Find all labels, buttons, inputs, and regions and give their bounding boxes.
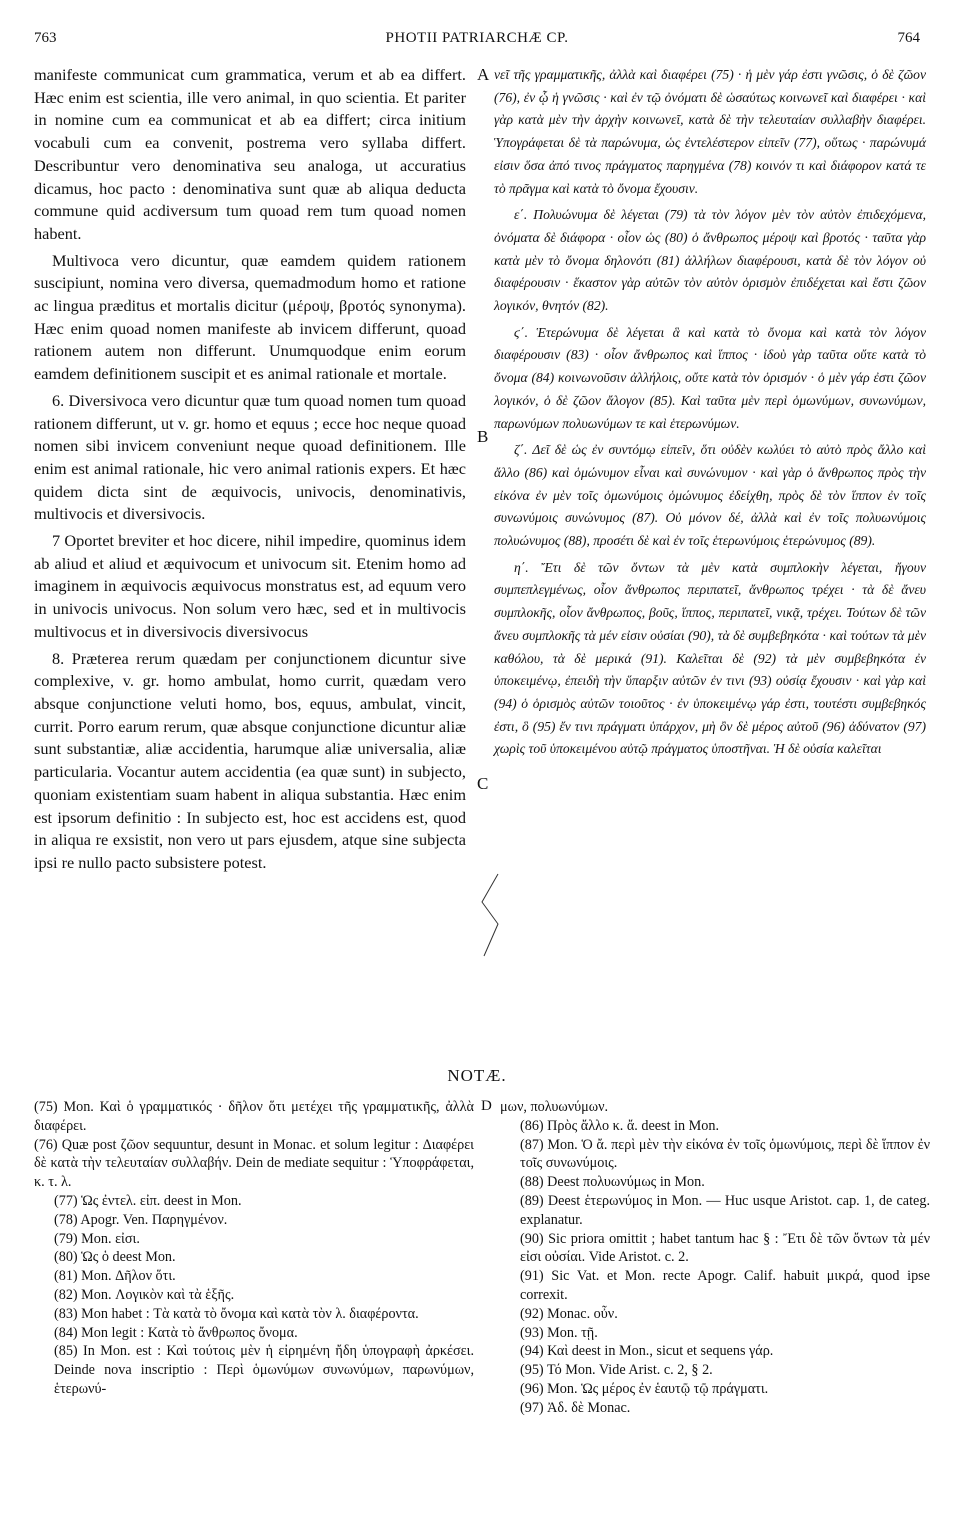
margin-marker-a: A bbox=[477, 65, 490, 84]
footnote: (93) Mon. τῇ. bbox=[520, 1324, 598, 1341]
footnote: (79) Mon. εἰσι. bbox=[54, 1230, 140, 1247]
footnote: μων, πολυωνύμων. bbox=[500, 1099, 609, 1115]
latin-column bbox=[34, 64, 466, 879]
footnote: (97) Ἀδ. δὲ Monac. bbox=[520, 1399, 631, 1416]
greek-paragraph: ε΄. Πολυώνυμα δὲ λέγεται (79) τὰ τὸν λόγον μὲν τὸν αὐτὸν ἐπιδεχόμενα, ὀνόματα δὲ διάφορα · οἷον ὡς (80) ὁ ἄνθρωπος μέροψ καὶ βροτός · ταῦτα γὰρ κατὰ μὲν τὸ ὄνομα δηλονότι (81) ἀλλήλων διαφέρουσι, κατὰ δὲ τὸν λόγον οὐ διαφέρουσιν · ἕκαστον γὰρ αὐτῶν τὸν αὐτὸν ὁρισμὸν ἐπιδέχεται καὶ ἔστι ζῶον λογικόν, θνητόν (82). bbox=[494, 207, 926, 314]
greek-paragraph: νεῖ τῆς γραμματικῆς, ἀλλὰ καὶ διαφέρει (75) · ἡ μὲν γάρ ἐστι γνῶσις, ὁ δὲ ζῶον (76), ἐν ᾧ ἡ γνῶσις · καὶ ἐν τῷ ὀνόματι δὲ ὡσαύτως κοινωνεῖ καὶ διαφέρει · καὶ γὰρ κατὰ μὲν τὴν ἀρχὴν κοινωνεῖ, κατὰ δὲ τὴν τελευταίαν συλλαβὴν διαφέρει. Ὑπογράφεται δὲ τὰ παρώνυμα, ὡς ἐντελέστερον εἰπεῖν (77), οὕτως · παρώνυμά εἰσιν ὅσα ἀπό τινος πράγματος παρηγμένα (78) κοινόν τι καὶ διάφορον κατά τε τὸ πρᾶγμα καὶ κατὰ τὸ ὄνομα ἔχουσιν. bbox=[494, 67, 926, 196]
running-title: PHOTII PATRIARCHÆ CP. bbox=[385, 30, 569, 46]
margin-marker-b: B bbox=[477, 427, 489, 446]
footnote: (95) Τό Mon. Vide Arist. c. 2, § 2. bbox=[520, 1362, 713, 1379]
greek-paragraph: ζ΄. Δεῖ δὲ ὡς ἐν συντόμῳ εἰπεῖν, ὅτι οὐδὲν κωλύει τὸ αὐτὸ πρὸς ἄλλο καὶ ἄλλο (86) καὶ ὁμώνυμον εἶναι καὶ συνώνυμον · καὶ γὰρ ὁ ἄνθρωπος πρὸς τὴν εἰκόνα ἐν μὲν τοῖς ὁμωνύμοις ὁμώνυμος ἐδείχθη, πρὸς δὲ τὸν ἵππον ἐν τοῖς συνωνύμοις συνώνυμος (87). Οὐ μόνον δέ, ἀλλὰ καὶ ἐν τοῖς πολυωνύμοις πολυώνυμος (88), προσέτι δὲ καὶ ἐν τοῖς ἑτερωνύμοις ἑτερώνυμος (89). bbox=[494, 442, 926, 549]
page-number-right: 764 bbox=[897, 30, 920, 46]
page-header bbox=[34, 30, 920, 52]
greek-paragraph: η΄. Ἔτι δὲ τῶν ὄντων τὰ μὲν κατὰ συμπλοκὴν λέγεται, ἤγουν συμπεπλεγμένως, οἷον ἄνθρωπος περιπατεῖ, ἄνθρωπος τρέχει · τὰ δὲ ἄνευ συμπλοκῆς, οἷον ἄνθρωπος, βοῦς, ἵππος, περιπατεῖ, νικᾷ, τρέχει. Τούτων δὲ τῶν ἄνευ συμπλοκῆς τὰ μέν εἰσιν οὐσίαι (90), τὰ δὲ συμβεβηκότα · καὶ τούτων τὰ μὲν καθόλου, τὰ δὲ μερικά (91). Καλεῖται δὲ (92) τὰ μὲν συμβεβηκότα ἐν ὑποκειμένῳ, ἐπειδὴ τὴν ὕπαρξιν αὐτῶν ἐν τινι (93) οὐσίᾳ ἔχουσιν · καὶ γὰρ καὶ (94) ὁ ὁρισμὸς αὐτῶν τοιοῦτος · ἐν ὑποκειμένῳ γάρ ἐστι, τουτέστι συμβεβηκός ἐστι, ὃ (95) ἔν τινι πράγματι ὑπάρχον, μὴ ὂν δὲ μέρος αὐτοῦ (96) ἀδύνατον (97) χωρὶς τοῦ ὑποκειμένου αὐτῷ πράγματος ὑποστῆναι. Ἡ δὲ οὐσία καλεῖται bbox=[494, 559, 926, 757]
footnote: (83) Mon habet : Τὰ κατὰ τὸ ὄνομα καὶ κατὰ τὸν λ. διαφέροντα. bbox=[54, 1305, 419, 1322]
latin-paragraph: 7 Oportet breviter et hoc dicere, nihil impedire, quominus idem ab aliud et aliud et æquivocum et univocum sit. Etenim homo ad imaginem in æquivocis æquivocus monstratus est, ad equum vero in univocis univocus. Non solum vero hæc, sed et in multivocis multivocus et in diversivocis diversivocus bbox=[34, 531, 466, 641]
footnote: (82) Mon. Λογικὸν καὶ τὰ ἑξῆς. bbox=[54, 1286, 235, 1303]
footnote: (84) Mon legit : Κατὰ τὸ ἄνθρωπος ὄνομα. bbox=[54, 1324, 298, 1341]
greek-paragraph: ϛ΄. Ἑτερώνυμα δὲ λέγεται ἃ καὶ κατὰ τὸ ὄνομα καὶ κατὰ τὸν λόγον διαφέρουσιν (83) · οἷον ἄνθρωπος καὶ ἵππος · ἰδοὺ γὰρ ταῦτα οὔτε κατὰ τὸ ὄνομα (84) κοινωνοῦσιν ἀλλήλοις, οὔτε κατὰ τὸν ὁρισμόν · ὁ μὲν γάρ ἐστι ζῶον λογικόν, ὁ δὲ ζῶον ἄλογον (85). Καὶ ταῦτα μὲν περὶ ὁμωνύμων, συνωνύμων, παρωνύμων πολυωνύμων τε καὶ ἑτερωνύμων. bbox=[494, 324, 926, 431]
latin-paragraph: Multivoca vero dicuntur, quæ eamdem quidem rationem suscipiunt, nomina vero diversa, quemadmodum homo et ratione ac lingua præditus et mortalis dicitur (μέροψ, βροτός synonyma). Hæc enim quoad nomen manifeste ab invicem differunt, quoad rationem autem non differunt. Unumquodque enim eorum eamdem definitionem suscipit et es animal rationale et mortale. bbox=[34, 250, 466, 384]
footnote: (90) Sic priora omittit ; habet tantum hac § : Ἔτι δὲ τῶν ὄντων τὰ μέν εἰσι οὐσίαι. Vide Aristot. c. 2. bbox=[520, 1230, 930, 1266]
latin-paragraph: 6. Diversivoca vero dicuntur quæ tum quoad nomen tum quoad rationem differunt, ut v. gr. homo et equus ; ecce hoc neque quoad nomen sibi invicem conveniunt neque quoad definitionem. Ille enim est animal rationale, hic vero animal rationis expers. Et hæc quidem dicta sint de æquivocis, univocis, denominativis, multivocis et diversivocis. bbox=[34, 390, 466, 524]
footnote: (87) Mon. Ὁ ἄ. περὶ μὲν τὴν εἰκόνα ἐν τοῖς ὁμωνύμοις, περὶ δὲ ἵππον ἐν τοῖς συνωνύμοις. bbox=[520, 1136, 930, 1172]
margin-bracket-icon bbox=[476, 872, 502, 958]
latin-paragraph: 8. Præterea rerum quædam per conjunctionem dicuntur sive complexive, v. gr. homo ambulat, homo currit, quædam vero absque conjunctione veluti homo, bos, equus, ambulat, vincit, currit. Porro earum rerum, quæ absque conjunctione dicuntur aliæ sunt substantiæ, aliæ accidentia, harumque aliæ universalia, aliæ particularia. Vocantur autem accidentia (ea quæ sunt) in subjecto, quoniam existentiam suam habent in aliqua substantia. Hæc enim est ipsorum definitio : In subjecto est, hoc est accidens est, quod in aliqua re exsistit, non vero ut pars ejusdem, atque sine subjecta ipsi re nullo pacto subsistere potest. bbox=[34, 648, 466, 872]
footnote: (91) Sic Vat. et Mon. recte Apogr. Calif. habuit μικρά, quod ipse correxit. bbox=[520, 1268, 930, 1303]
page-number-left: 763 bbox=[34, 30, 57, 46]
footnote: (78) Apogr. Ven. Παρηγμένον. bbox=[54, 1211, 228, 1228]
footnote: (80) Ὡς ὁ deest Mon. bbox=[54, 1249, 176, 1266]
footnote: (88) Deest πολυωνύμως in Mon. bbox=[520, 1174, 705, 1191]
footnote: (86) Πρὸς ἄλλο κ. ἄ. deest in Mon. bbox=[520, 1117, 719, 1134]
footnote: (85) In Mon. est : Καὶ τούτοις μὲν ἡ εἰρημένη ἤδη ὑπογραφὴ ἀρκέσει. Deinde nova inscriptio : Περὶ ὁμωνύμων συνωνύμων, παρωνύμων, ἑτερωνύ- bbox=[54, 1343, 474, 1397]
footnote: (75) Mon. Καὶ ὁ γραμματικός · δῆλον ὅτι μετέχει τῆς γραμματικῆς, ἀλλὰ διαφέρει. bbox=[34, 1099, 474, 1134]
notes-right-column bbox=[500, 1098, 930, 1418]
margin-marker-d: D bbox=[481, 1098, 492, 1114]
footnote: (89) Deest ἑτερωνύμος in Mon. — Huc usque Aristot. cap. 1, de categ. explanatur. bbox=[520, 1192, 930, 1228]
notes-left-column bbox=[34, 1098, 474, 1399]
latin-paragraph: manifeste communicat cum grammatica, verum et ab ea differt. Hæc enim est scientia, ille vero animal, in quo scientia. Et pariter in nomine cum ea communicat et ab ea differt; circa initium vocabuli cum ea convenit, postrema vero syllaba differt. Describuntur vero denominativa seu analoga, ut accuratius dicamus, hoc pacto : denominativa sunt quæ ab aliqua deducta commune quid acdiversum tum quoad rem tum quoad nomen habent. bbox=[34, 65, 466, 243]
notes-heading: NOTÆ. bbox=[447, 1066, 507, 1085]
greek-column bbox=[494, 64, 926, 765]
footnote: (94) Καὶ deest in Mon., sicut et sequens γάρ. bbox=[520, 1343, 774, 1360]
footnote: (76) Quæ post ζῶον sequuntur, desunt in Monac. et solum legitur : Διαφέρει δὲ κατὰ τὴν τελευταίαν συλλαβήν. Dein de mediate sequitur : Ὑποφράφεται, κ. τ. λ. bbox=[34, 1136, 474, 1191]
footnote: (92) Monac. οὖν. bbox=[520, 1305, 618, 1322]
footnote: (77) Ὡς ἐντελ. εἰπ. deest in Mon. bbox=[54, 1192, 242, 1209]
footnote: (81) Mon. Δῆλον ὅτι. bbox=[54, 1268, 176, 1285]
footnote: (96) Mon. Ὡς μέρος ἐν ἑαυτῷ τῷ πράγματι. bbox=[520, 1380, 769, 1397]
margin-marker-c: C bbox=[477, 774, 489, 793]
